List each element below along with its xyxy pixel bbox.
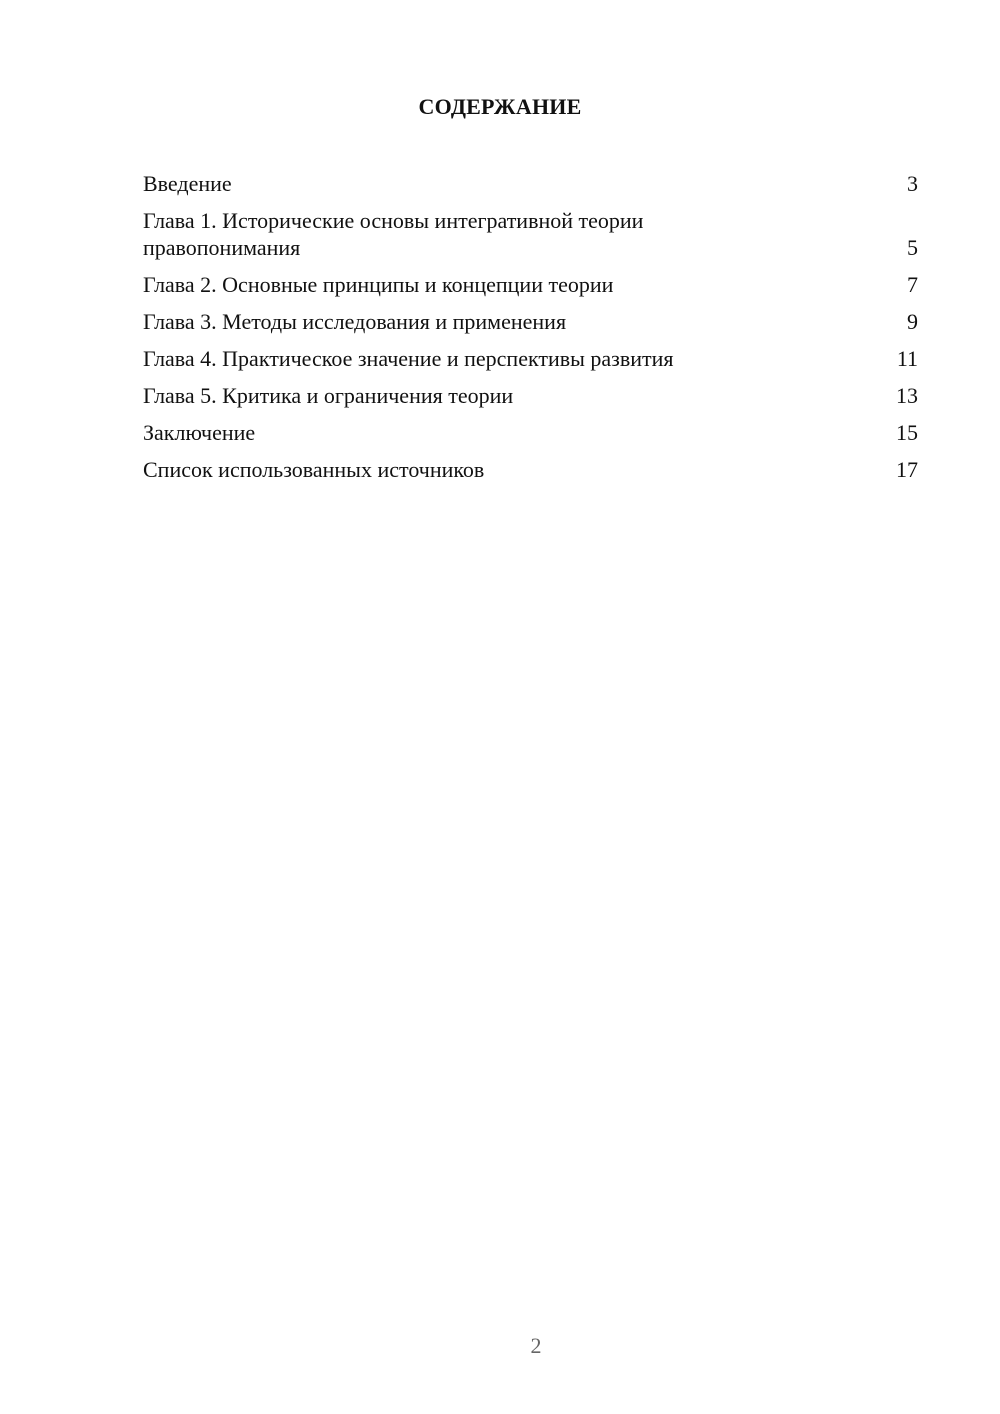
toc-entry-introduction: [143, 170, 918, 197]
table-of-contents: [143, 170, 918, 493]
toc-entry-page: 5: [907, 235, 918, 260]
toc-entry-label: Заключение: [143, 420, 256, 445]
toc-entry-label: Глава 1. Исторические основы интегративной теории правопонимания: [143, 208, 644, 260]
toc-entry-chapter-4: [143, 345, 918, 372]
toc-entry-page: 17: [896, 457, 918, 482]
toc-entry-page: 9: [907, 309, 918, 334]
toc-entry-label: Глава 3. Методы исследования и применения: [143, 309, 567, 334]
toc-entry-conclusion: [143, 419, 918, 446]
toc-entry-label: Глава 4. Практическое значение и перспективы развития: [143, 346, 674, 371]
toc-entry-page: 7: [907, 272, 918, 297]
toc-entry-references: [143, 456, 918, 483]
toc-entry-label: Глава 5. Критика и ограничения теории: [143, 383, 514, 408]
toc-entry-chapter-2: [143, 271, 918, 298]
toc-entry-chapter-5: [143, 382, 918, 409]
toc-entry-label: Введение: [143, 171, 232, 196]
toc-entry-page: 15: [896, 420, 918, 445]
page-number: 2: [530, 1333, 542, 1358]
toc-entry-page: 13: [896, 383, 918, 408]
toc-entry-label: Список использованных источников: [143, 457, 485, 482]
toc-entry-label: Глава 2. Основные принципы и концепции теории: [143, 272, 614, 297]
toc-entry-page: 3: [907, 171, 918, 196]
toc-entry-chapter-1: [143, 207, 918, 261]
page-title: СОДЕРЖАНИЕ: [418, 94, 582, 119]
toc-entry-page: 11: [896, 346, 918, 371]
toc-entry-chapter-3: [143, 308, 918, 335]
